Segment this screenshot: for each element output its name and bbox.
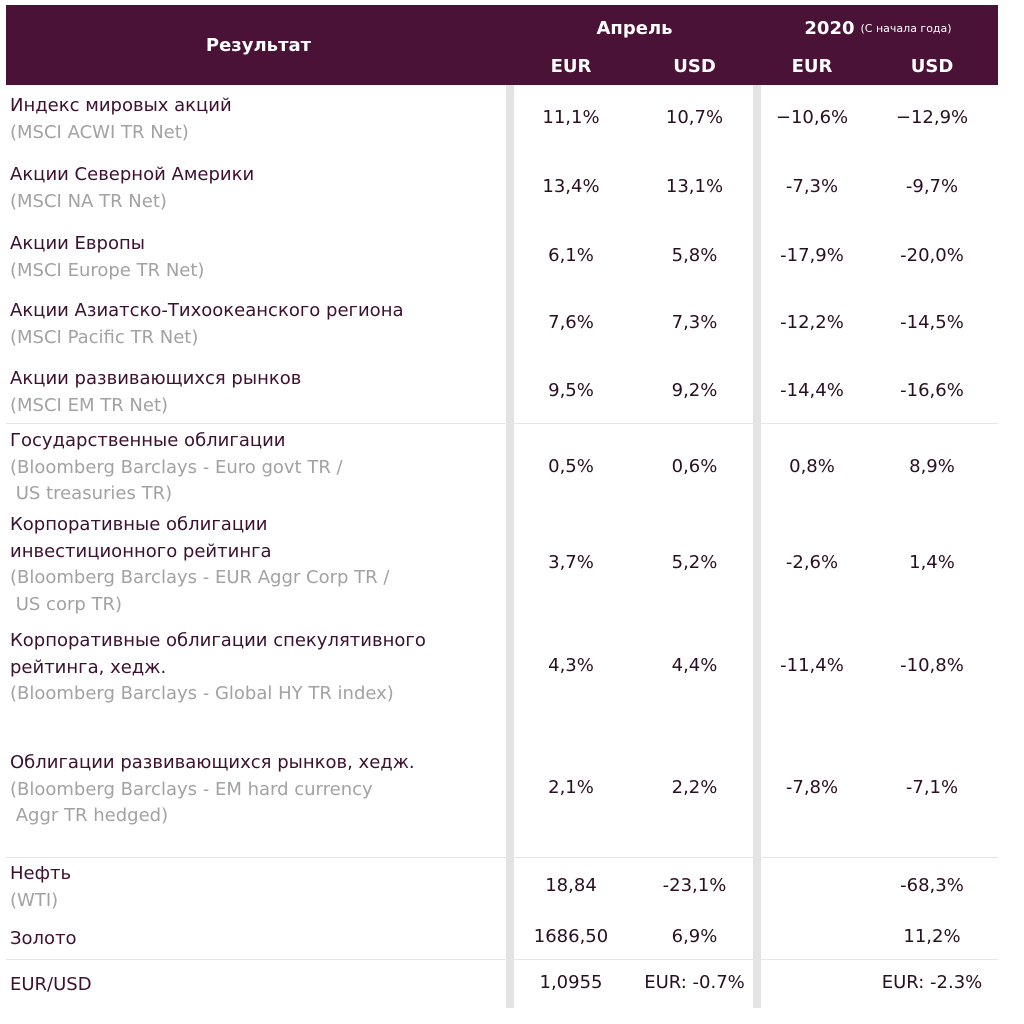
row-label-index: Aggr TR hedged) — [10, 805, 169, 826]
value-ytd-usd: -7,1% — [905, 777, 959, 798]
row-label-index: (Bloomberg Barclays - Global HY TR index) — [10, 683, 394, 704]
value-april-usd: 10,7% — [665, 107, 724, 128]
row-label-main: Корпоративные облигации спекулятивного — [10, 630, 426, 651]
row-label — [10, 628, 505, 708]
row-label-index: (Bloomberg Barclays - EM hard currency — [10, 778, 373, 800]
row-label — [10, 366, 505, 419]
value-april-usd: 5,2% — [671, 552, 718, 573]
row-label — [10, 926, 505, 953]
value-ytd-usd: −12,9% — [895, 107, 969, 128]
value-ytd-usd: -10,8% — [900, 655, 964, 676]
value-april-eur: 6,1% — [548, 245, 594, 266]
value-april-usd: 6,9% — [671, 926, 718, 947]
value-april-eur: 1,0955 — [539, 972, 603, 993]
value-ytd-eur: -2,6% — [785, 552, 839, 573]
header-col-ytd-usd: USD — [910, 55, 954, 77]
value-april-eur: 11,1% — [542, 107, 600, 128]
row-label-index: (MSCI Pacific TR Net) — [10, 326, 199, 348]
row-label — [10, 750, 505, 830]
table-header — [6, 5, 998, 85]
value-ytd-usd: -14,5% — [900, 312, 964, 333]
row-label — [10, 162, 505, 215]
row-label — [10, 428, 505, 508]
value-ytd-usd: 11,2% — [903, 926, 961, 947]
row-label-main: Акции развивающихся рынков — [10, 368, 302, 389]
value-ytd-eur: -14,4% — [780, 380, 844, 401]
row-label-main: Индекс мировых акций — [10, 95, 232, 116]
row-label — [10, 231, 505, 284]
value-ytd-eur: -7,8% — [785, 777, 839, 798]
column-separator-right — [753, 85, 761, 1008]
value-april-eur: 7,6% — [548, 312, 594, 333]
row-label-index: US treasuries TR) — [10, 483, 173, 504]
value-ytd-eur: -12,2% — [780, 312, 844, 333]
row-label-index: US corp TR) — [10, 593, 123, 615]
header-col-ytd-eur: EUR — [791, 55, 833, 77]
value-april-usd: 2,2% — [671, 777, 718, 798]
row-label-index: (WTI) — [10, 889, 59, 911]
row-label-main: Нефть — [10, 863, 72, 884]
row-label-index: (MSCI EM TR Net) — [10, 394, 169, 416]
value-april-usd: 0,6% — [671, 456, 718, 477]
value-ytd-eur: 0,8% — [789, 456, 835, 477]
value-april-eur: 0,5% — [548, 456, 594, 477]
header-ytd-note: (С начала года) — [860, 21, 952, 35]
row-label-main: Облигации развивающихся рынков, хедж. — [10, 752, 415, 773]
value-ytd-usd: -20,0% — [900, 245, 964, 266]
row-label-main: Корпоративные облигации — [10, 514, 268, 535]
value-ytd-eur: -17,9% — [780, 245, 844, 266]
value-april-usd: 4,4% — [671, 655, 718, 676]
value-april-usd: -23,1% — [662, 875, 727, 896]
column-separator-left — [506, 85, 514, 1008]
row-divider-bonds — [6, 857, 998, 858]
row-label-index: (MSCI Europe TR Net) — [10, 259, 205, 281]
value-ytd-usd: -9,7% — [905, 176, 959, 197]
row-label-main: Акции Азиатско-Тихоокеанского региона — [10, 300, 404, 321]
row-label — [10, 861, 505, 914]
row-label-main: Золото — [10, 928, 77, 949]
value-ytd-eur: -7,3% — [785, 176, 839, 197]
value-april-usd: 13,1% — [665, 176, 724, 197]
header-result-label: Результат — [205, 34, 312, 56]
row-label-index: (MSCI NA TR Net) — [10, 190, 167, 212]
value-ytd-usd: -16,6% — [900, 380, 964, 401]
row-label-index: (MSCI ACWI TR Net) — [10, 121, 189, 143]
value-april-eur: 13,4% — [542, 176, 600, 197]
header-april: Апрель — [596, 17, 673, 39]
row-label-main: рейтинга, хедж. — [10, 656, 167, 678]
header-col-april-usd: USD — [673, 55, 716, 77]
results-table — [6, 5, 998, 1008]
value-april-usd: 5,8% — [671, 245, 718, 266]
value-ytd-eur: −10,6% — [775, 107, 849, 128]
row-label-main: Акции Европы — [10, 233, 145, 254]
row-label — [10, 512, 505, 618]
value-ytd-usd: EUR: -2.3% — [881, 972, 983, 993]
row-label-main: инвестиционного рейтинга — [10, 540, 272, 562]
header-col-april-eur: EUR — [550, 55, 592, 77]
value-ytd-usd: -68,3% — [900, 875, 964, 896]
value-ytd-eur: -11,4% — [780, 655, 844, 676]
row-label-index: (Bloomberg Barclays - Euro govt TR / — [10, 456, 343, 478]
value-april-usd: EUR: -0.7% — [644, 972, 745, 993]
value-ytd-usd: 1,4% — [909, 552, 955, 573]
row-divider-equities — [6, 423, 998, 424]
row-label-main: EUR/USD — [10, 974, 92, 995]
value-april-usd: 9,2% — [671, 380, 718, 401]
value-april-eur: 3,7% — [548, 552, 594, 573]
header-ytd — [758, 15, 998, 41]
row-label-main: Акции Северной Америки — [10, 164, 255, 185]
row-label — [10, 93, 505, 146]
row-label-main: Государственные облигации — [10, 430, 286, 451]
row-label — [10, 972, 505, 999]
row-label — [10, 298, 505, 351]
row-divider-commodities — [6, 959, 998, 960]
value-april-eur: 1686,50 — [533, 926, 609, 947]
value-april-eur: 18,84 — [545, 875, 597, 896]
header-ytd-year: 2020 — [804, 17, 855, 39]
value-april-usd: 7,3% — [671, 312, 718, 333]
row-label-index: (Bloomberg Barclays - EUR Aggr Corp TR / — [10, 567, 390, 588]
value-april-eur: 9,5% — [548, 380, 594, 401]
value-ytd-usd: 8,9% — [909, 456, 955, 477]
value-april-eur: 4,3% — [548, 655, 594, 676]
value-april-eur: 2,1% — [548, 777, 594, 798]
